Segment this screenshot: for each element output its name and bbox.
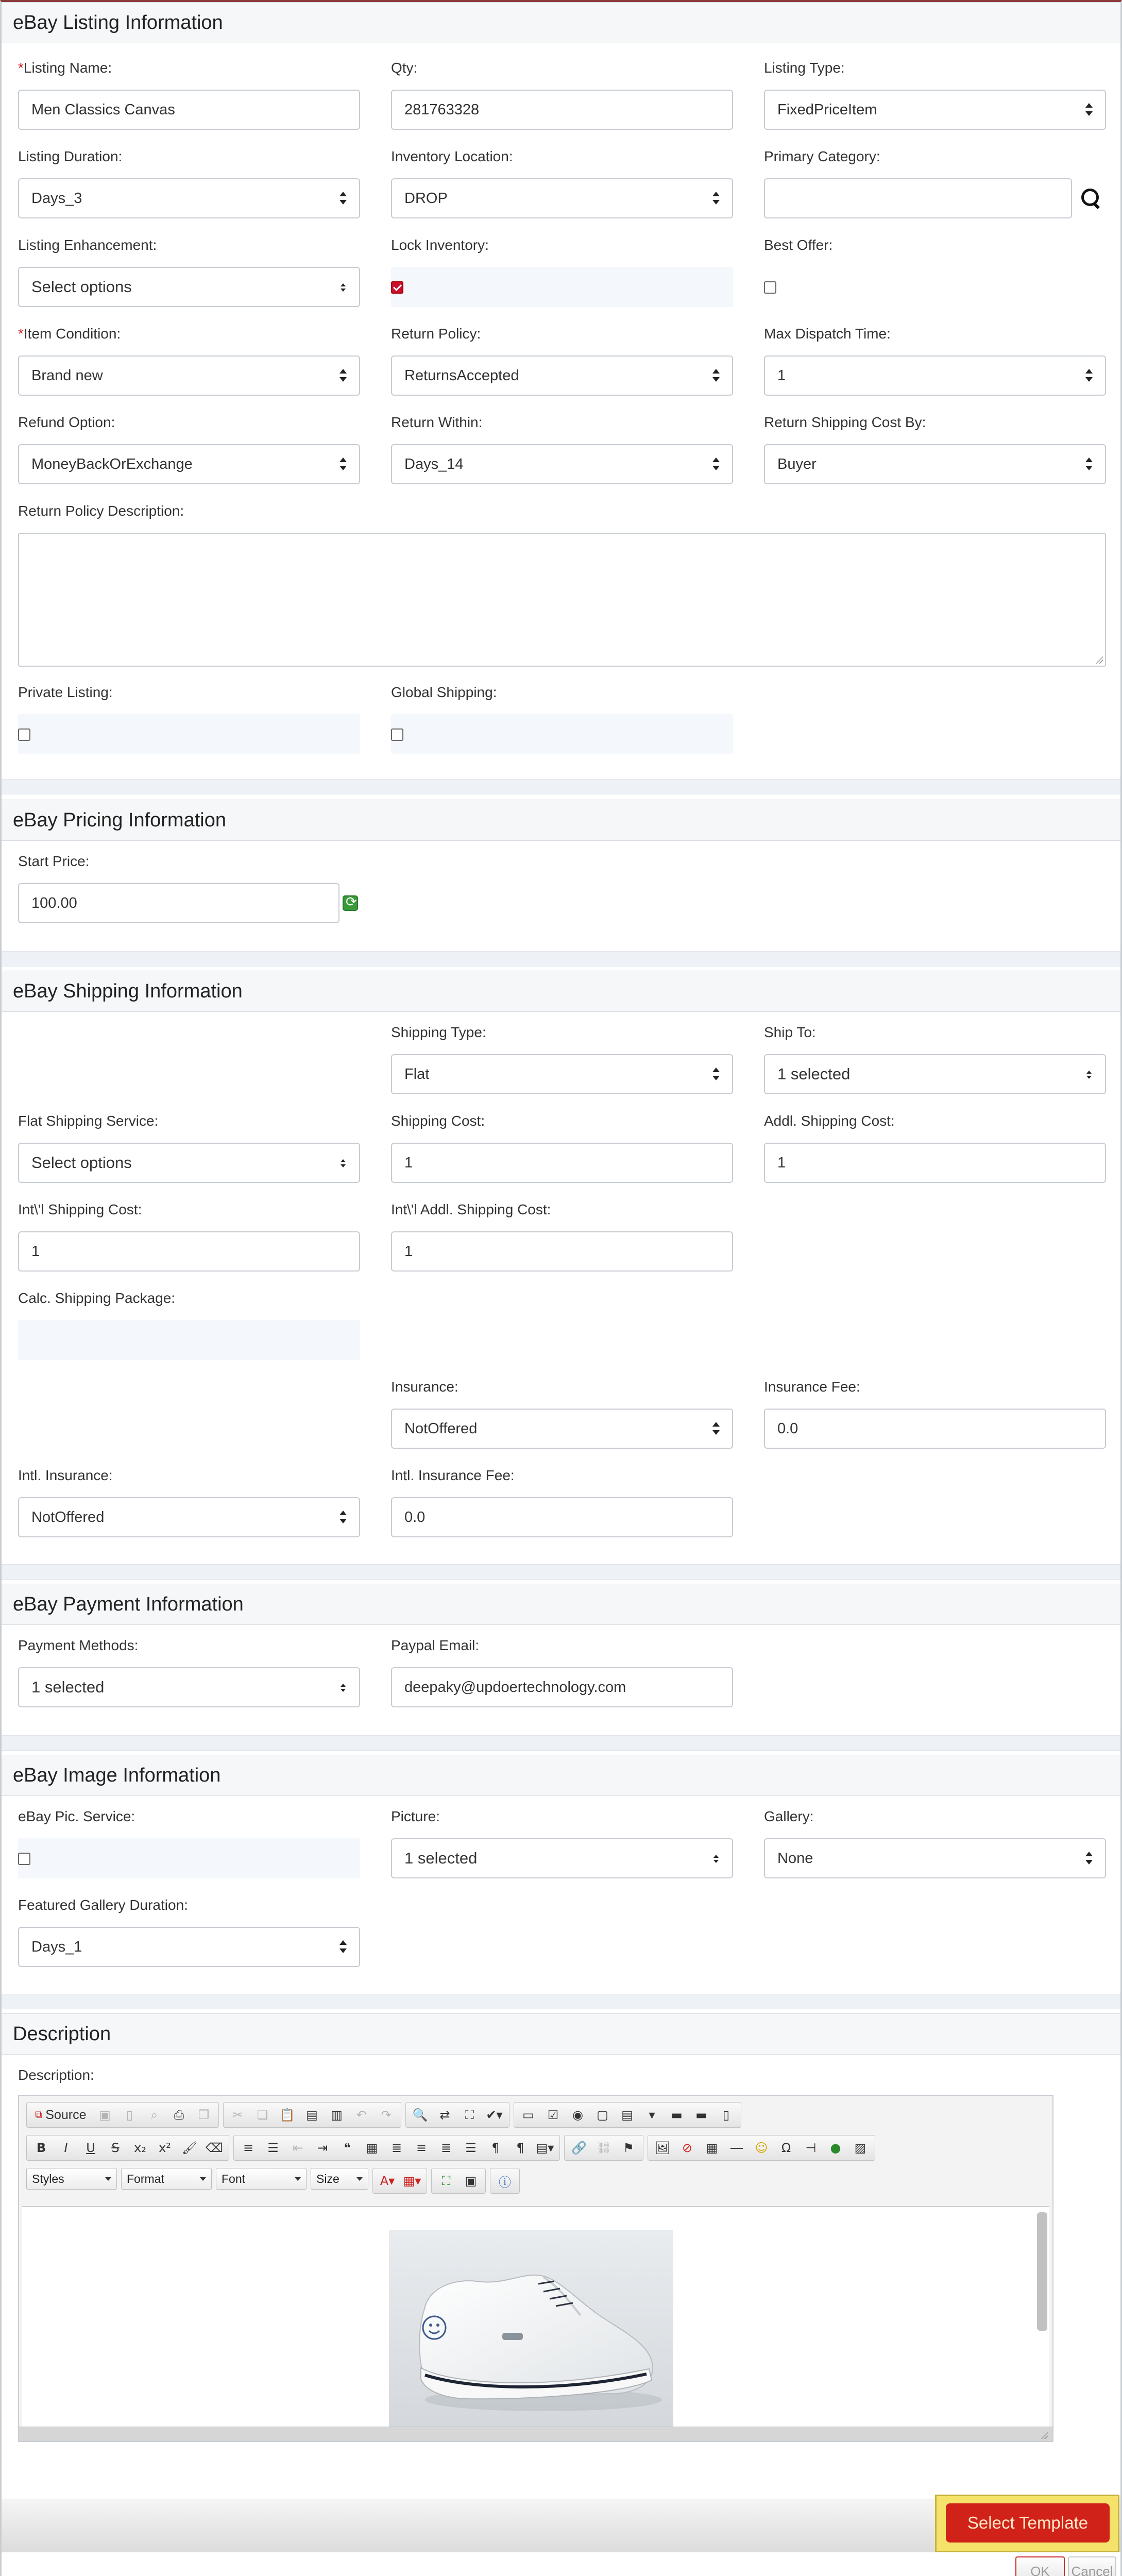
- radio-icon[interactable]: ◉: [572, 2108, 583, 2122]
- flat-service-label: Flat Shipping Service:: [18, 1113, 159, 1129]
- pic-service-label: eBay Pic. Service:: [18, 1808, 135, 1824]
- gallery-label: Gallery:: [764, 1808, 814, 1824]
- copy-format-icon[interactable]: 🖌: [181, 2141, 198, 2155]
- pic-service-checkbox[interactable]: [18, 1853, 30, 1865]
- toolbar-group-tools: [431, 2168, 486, 2194]
- pic-service-wrap: [18, 1838, 360, 1878]
- paste-icon[interactable]: 📋: [279, 2108, 295, 2122]
- intl-insurance-select[interactable]: NotOffered: [18, 1497, 360, 1537]
- show-blocks-icon[interactable]: ▣: [465, 2174, 477, 2188]
- shipping-cost-input[interactable]: 1: [391, 1143, 733, 1183]
- shipping-section-title: eBay Shipping Information: [2, 971, 1120, 1012]
- button-field-icon[interactable]: ▬: [671, 2108, 683, 2122]
- div-container-icon[interactable]: ▦: [366, 2141, 378, 2155]
- select-arrows-icon: [337, 454, 348, 475]
- smiley-icon[interactable]: ☺: [755, 2141, 768, 2155]
- preview-icon[interactable]: ⌕: [150, 2108, 158, 2122]
- return-description-label: Return Policy Description:: [18, 503, 184, 519]
- editor-toolbar-row-3: [26, 2168, 520, 2195]
- required-mark: *: [18, 326, 24, 342]
- numbered-list-icon[interactable]: ≡: [243, 2141, 254, 2155]
- shipping-cost-label: Shipping Cost:: [391, 1113, 485, 1129]
- primary-category-input[interactable]: [764, 178, 1072, 218]
- paypal-email-label: Paypal Email:: [391, 1637, 480, 1653]
- insert-image-icon[interactable]: ▨: [854, 2141, 866, 2155]
- private-listing-checkbox[interactable]: [18, 728, 30, 741]
- iframe-icon[interactable]: ●: [830, 2141, 841, 2155]
- remove-format-icon[interactable]: ⌫: [206, 2141, 223, 2155]
- shipping-type-select[interactable]: Flat: [391, 1054, 733, 1094]
- insurance-select[interactable]: NotOffered: [391, 1409, 733, 1449]
- textarea-icon[interactable]: ▤: [621, 2108, 633, 2122]
- chevron-down-icon: [200, 2177, 206, 2181]
- select-arrows-icon: [710, 1849, 721, 1869]
- editor-toolbar-row-1: [26, 2102, 741, 2129]
- select-arrows-icon: [337, 1507, 348, 1528]
- select-arrows-icon: [710, 1419, 721, 1439]
- select-arrows-icon: [1083, 454, 1094, 475]
- chevron-down-icon: [105, 2177, 111, 2181]
- payment-methods-label: Payment Methods:: [18, 1637, 139, 1653]
- underline-button[interactable]: U: [86, 2141, 95, 2155]
- qty-label: Qty:: [391, 60, 418, 76]
- payment-section-title: eBay Payment Information: [2, 1584, 1120, 1625]
- listing-enhancement-label: Listing Enhancement:: [18, 237, 157, 253]
- select-arrows-icon: [1083, 1849, 1094, 1869]
- select-template-button[interactable]: Select Template: [946, 2503, 1110, 2543]
- section-divider: [2, 1564, 1120, 1580]
- cancel-button[interactable]: Cancel: [1068, 2556, 1116, 2576]
- select-field-icon[interactable]: ▾: [649, 2108, 655, 2122]
- bulleted-list-icon[interactable]: ☰: [267, 2141, 279, 2155]
- shoe-product-image: [389, 2230, 673, 2428]
- select-arrows-icon: [1083, 1064, 1094, 1085]
- required-mark: *: [18, 60, 24, 76]
- maximize-icon[interactable]: ⛶: [441, 2174, 451, 2188]
- lock-inventory-label: Lock Inventory:: [391, 237, 489, 253]
- ltr-icon[interactable]: ¶: [491, 2141, 500, 2155]
- image-section: [2, 1755, 1120, 1796]
- unlink-icon[interactable]: ⛓: [596, 2141, 612, 2155]
- copy-icon[interactable]: ❏: [257, 2108, 268, 2122]
- select-arrows-icon: [337, 277, 348, 298]
- best-offer-wrap: [764, 267, 1106, 307]
- chevron-down-icon: [295, 2177, 301, 2181]
- outdent-icon[interactable]: ⇤: [292, 2141, 303, 2155]
- info-icon[interactable]: ⓘ: [499, 2175, 511, 2190]
- image-button-icon[interactable]: ▬: [695, 2108, 707, 2122]
- refresh-price-icon[interactable]: [343, 895, 358, 911]
- insurance-fee-input[interactable]: 0.0: [764, 1409, 1106, 1449]
- listing-section: [2, 2, 1120, 43]
- inventory-location-select[interactable]: DROP: [391, 178, 733, 218]
- intl-insurance-fee-input[interactable]: 0.0: [391, 1497, 733, 1537]
- lock-inventory-checkbox[interactable]: [391, 281, 403, 294]
- source-icon: ⧉: [35, 2109, 43, 2121]
- pricing-section-title: eBay Pricing Information: [2, 800, 1120, 841]
- table-icon[interactable]: ▦: [706, 2141, 718, 2155]
- cut-icon[interactable]: ✂: [232, 2108, 243, 2122]
- chevron-down-icon: [356, 2177, 363, 2181]
- new-page-icon[interactable]: ▯: [126, 2108, 133, 2122]
- select-arrows-icon: [710, 1064, 721, 1085]
- save-icon[interactable]: ▣: [99, 2108, 111, 2122]
- intl-insurance-label: Intl. Insurance:: [18, 1467, 113, 1483]
- listing-section-title: eBay Listing Information: [2, 2, 1120, 43]
- toolbar-group-basic: [26, 2135, 229, 2161]
- paste-word-icon[interactable]: ▥: [331, 2108, 343, 2122]
- indent-icon[interactable]: ⇥: [317, 2141, 328, 2155]
- item-condition-label: *Item Condition:: [18, 326, 121, 342]
- select-arrows-icon: [1083, 100, 1094, 121]
- toolbar-group-paragraph: [233, 2135, 560, 2161]
- section-divider: [2, 1735, 1120, 1751]
- form-icon[interactable]: ▭: [522, 2108, 534, 2122]
- featured-duration-label: Featured Gallery Duration:: [18, 1897, 188, 1913]
- paste-text-icon[interactable]: ▤: [306, 2108, 318, 2122]
- listing-duration-label: Listing Duration:: [18, 148, 123, 164]
- resize-handle-icon[interactable]: [1095, 655, 1103, 664]
- return-shipping-label: Return Shipping Cost By:: [764, 414, 926, 430]
- inventory-location-label: Inventory Location:: [391, 148, 513, 164]
- primary-category-label: Primary Category:: [764, 148, 880, 164]
- size-combo[interactable]: Size: [311, 2168, 368, 2190]
- featured-duration-select[interactable]: Days_1: [18, 1927, 360, 1967]
- lock-inventory-wrap: [391, 267, 733, 307]
- refund-option-select[interactable]: MoneyBackOrExchange: [18, 444, 360, 484]
- return-policy-label: Return Policy:: [391, 326, 481, 342]
- select-arrows-icon: [337, 189, 348, 209]
- select-arrows-icon: [337, 366, 348, 386]
- search-icon[interactable]: [1080, 188, 1103, 210]
- select-arrows-icon: [710, 366, 721, 386]
- select-template-highlight: [935, 2495, 1119, 2552]
- item-condition-select[interactable]: Brand new: [18, 355, 360, 396]
- best-offer-checkbox[interactable]: [764, 281, 776, 294]
- text-color-icon[interactable]: A▾: [380, 2174, 395, 2188]
- start-price-label: Start Price:: [18, 853, 90, 869]
- toolbar-group-links: [564, 2135, 643, 2161]
- styles-combo[interactable]: Styles: [26, 2168, 117, 2190]
- addl-cost-input[interactable]: 1: [764, 1143, 1106, 1183]
- listing-name-label: *Listing Name:: [18, 60, 112, 76]
- image-section-title: eBay Image Information: [2, 1755, 1120, 1796]
- return-description-textarea[interactable]: [18, 533, 1106, 667]
- page-break-icon[interactable]: ⊣: [805, 2141, 817, 2155]
- global-shipping-checkbox[interactable]: [391, 728, 403, 741]
- toolbar-group-forms: [514, 2102, 741, 2128]
- ship-to-label: Ship To:: [764, 1024, 816, 1040]
- ship-to-multiselect[interactable]: 1 selected: [764, 1054, 1106, 1094]
- private-listing-wrap: [18, 714, 360, 754]
- private-listing-label: Private Listing:: [18, 684, 113, 700]
- return-shipping-select[interactable]: Buyer: [764, 444, 1106, 484]
- strike-button[interactable]: S: [111, 2141, 120, 2155]
- anchor-icon[interactable]: ⚑: [623, 2141, 634, 2155]
- qty-input[interactable]: 281763328: [391, 90, 733, 130]
- format-combo[interactable]: Format: [121, 2168, 212, 2190]
- align-right-icon[interactable]: ≣: [440, 2141, 452, 2155]
- templates-icon[interactable]: ❐: [198, 2108, 210, 2122]
- section-divider: [2, 951, 1120, 967]
- pricing-section: [2, 800, 1120, 841]
- flat-service-multiselect[interactable]: Select options: [18, 1143, 360, 1183]
- gallery-select[interactable]: None: [764, 1838, 1106, 1878]
- toolbar-group-about: [490, 2168, 520, 2194]
- start-price-input[interactable]: 100.00: [18, 883, 339, 923]
- listing-type-select[interactable]: FixedPriceItem: [764, 90, 1106, 130]
- description-section: [2, 2013, 1120, 2055]
- description-section-title: Description: [2, 2013, 1120, 2055]
- max-dispatch-select[interactable]: 1: [764, 355, 1106, 396]
- rtl-icon[interactable]: ¶: [516, 2141, 524, 2155]
- payment-section: [2, 1584, 1120, 1625]
- toolbar-group-colors: [372, 2168, 427, 2194]
- shipping-section: [2, 971, 1120, 1012]
- picture-label: Picture:: [391, 1808, 440, 1824]
- superscript-button[interactable]: x²: [159, 2141, 171, 2155]
- listing-type-label: Listing Type:: [764, 60, 845, 76]
- refund-option-label: Refund Option:: [18, 414, 115, 430]
- toolbar-group-clipboard: [223, 2102, 401, 2128]
- addl-cost-label: Addl. Shipping Cost:: [764, 1113, 895, 1129]
- textfield-icon[interactable]: ▢: [597, 2108, 608, 2122]
- find-icon[interactable]: 🔍: [412, 2108, 428, 2122]
- hidden-field-icon[interactable]: ▯: [722, 2108, 730, 2122]
- language-icon[interactable]: ▤▾: [536, 2141, 554, 2155]
- select-arrows-icon: [337, 1937, 348, 1958]
- return-within-select[interactable]: Days_14: [391, 444, 733, 484]
- select-arrows-icon: [337, 1153, 348, 1174]
- max-dispatch-label: Max Dispatch Time:: [764, 326, 891, 342]
- editor-scrollbar[interactable]: [1037, 2212, 1047, 2331]
- flash-icon[interactable]: ⊘: [682, 2141, 693, 2155]
- intl-cost-input[interactable]: 1: [18, 1231, 360, 1272]
- toolbar-group-insert: [648, 2135, 875, 2161]
- listing-enhancement-multiselect[interactable]: Select options: [18, 267, 360, 307]
- intl-cost-label: Int\'l Shipping Cost:: [18, 1201, 142, 1217]
- editor-toolbar-row-2: [26, 2135, 875, 2162]
- background-color-icon[interactable]: ▦▾: [403, 2174, 421, 2188]
- intl-addl-cost-label: Int\'l Addl. Shipping Cost:: [391, 1201, 551, 1217]
- spellcheck-icon[interactable]: ✔▾: [486, 2108, 503, 2122]
- listing-duration-select[interactable]: Days_3: [18, 178, 360, 218]
- editor-content-area[interactable]: [22, 2206, 1049, 2428]
- replace-icon[interactable]: ⇄: [439, 2108, 450, 2122]
- toolbar-group-document: [26, 2102, 219, 2128]
- toolbar-group-find: [405, 2102, 509, 2128]
- calc-package-label: Calc. Shipping Package:: [18, 1290, 176, 1306]
- horizontal-line-icon[interactable]: ―: [730, 2141, 743, 2155]
- picture-multiselect[interactable]: 1 selected: [391, 1838, 733, 1878]
- intl-insurance-fee-label: Intl. Insurance Fee:: [391, 1467, 515, 1483]
- align-left-icon[interactable]: ≣: [391, 2141, 402, 2155]
- listing-name-input[interactable]: Men Classics Canvas: [18, 90, 360, 130]
- blockquote-icon[interactable]: ❝: [344, 2141, 351, 2155]
- subscript-button[interactable]: x₂: [134, 2141, 146, 2155]
- calc-package-area: [18, 1320, 360, 1360]
- ok-button[interactable]: OK: [1015, 2556, 1065, 2576]
- return-within-label: Return Within:: [391, 414, 483, 430]
- undo-icon[interactable]: ↶: [356, 2108, 367, 2122]
- special-char-icon[interactable]: Ω: [781, 2141, 791, 2155]
- editor-resize-icon[interactable]: [1040, 2431, 1048, 2439]
- description-label: Description:: [18, 2067, 94, 2083]
- print-icon[interactable]: ⎙: [174, 2108, 184, 2122]
- italic-button[interactable]: I: [64, 2141, 68, 2155]
- shipping-type-label: Shipping Type:: [391, 1024, 486, 1040]
- paypal-email-input[interactable]: deepaky@updoertechnology.com: [391, 1667, 733, 1707]
- payment-methods-multiselect[interactable]: 1 selected: [18, 1667, 360, 1707]
- select-arrows-icon: [337, 1677, 348, 1698]
- insurance-fee-label: Insurance Fee:: [764, 1379, 860, 1395]
- source-button[interactable]: ⧉ Source: [35, 2107, 87, 2122]
- bold-button[interactable]: B: [36, 2141, 46, 2155]
- editor-status-bar: [19, 2427, 1052, 2441]
- section-divider: [2, 1994, 1120, 2009]
- align-center-icon[interactable]: ≡: [416, 2141, 427, 2155]
- select-all-icon[interactable]: ⛶: [465, 2108, 474, 2122]
- intl-addl-cost-input[interactable]: 1: [391, 1231, 733, 1272]
- best-offer-label: Best Offer:: [764, 237, 833, 253]
- section-divider: [2, 779, 1120, 794]
- rich-text-editor: [18, 2095, 1053, 2442]
- global-shipping-label: Global Shipping:: [391, 684, 497, 700]
- select-arrows-icon: [1083, 366, 1094, 386]
- redo-icon[interactable]: ↷: [381, 2108, 392, 2122]
- justify-icon[interactable]: ☰: [465, 2141, 477, 2155]
- link-icon[interactable]: 🔗: [571, 2141, 587, 2155]
- checkbox-icon[interactable]: ☑: [547, 2108, 559, 2122]
- font-combo[interactable]: Font: [216, 2168, 307, 2190]
- insurance-label: Insurance:: [391, 1379, 458, 1395]
- image-icon[interactable]: 🖼: [654, 2141, 671, 2155]
- global-shipping-wrap: [391, 714, 733, 754]
- select-arrows-icon: [710, 189, 721, 209]
- return-policy-select[interactable]: ReturnsAccepted: [391, 355, 733, 396]
- select-arrows-icon: [710, 454, 721, 475]
